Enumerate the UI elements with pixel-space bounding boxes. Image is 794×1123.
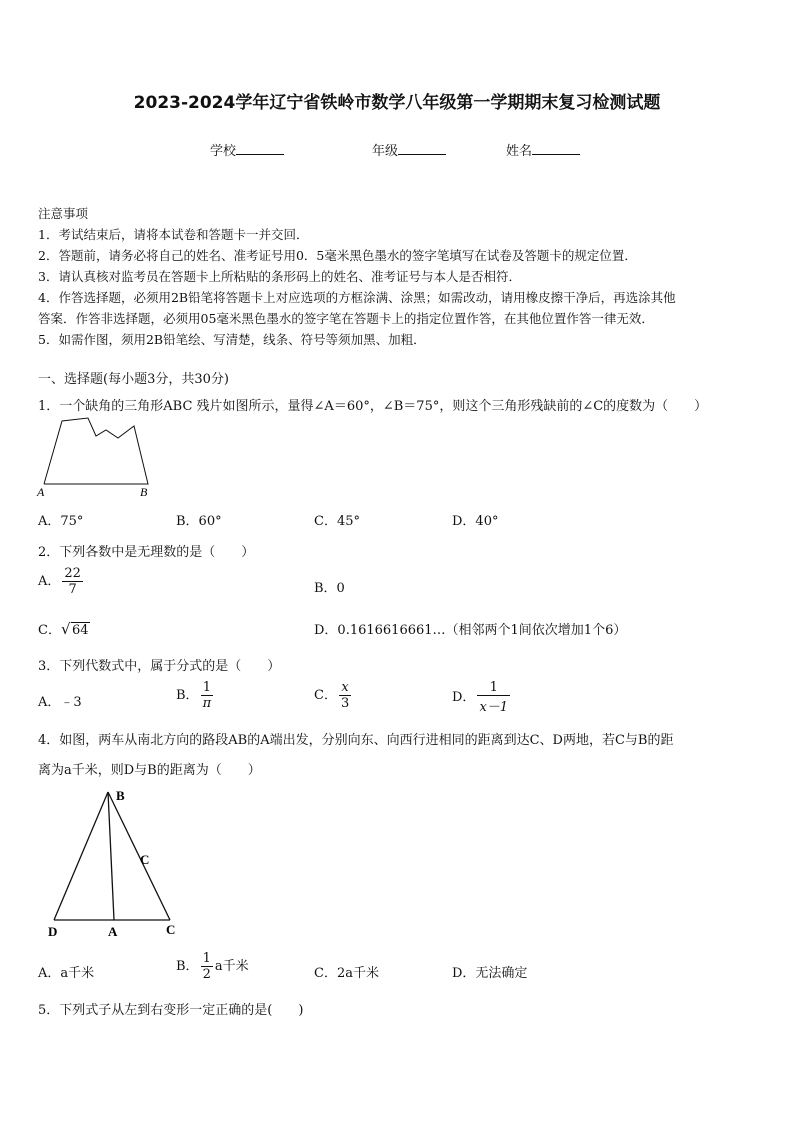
q4-option-c: C．2a千米 [314,966,379,981]
note-item: 4．作答选择题，必须用2B铅笔将答题卡上对应选项的方框涂满、涂黑；如需改动，请用橡皮擦干净后，再选涂其他 [38,290,676,305]
section-heading: 一、选择题(每小题3分，共30分) [38,372,229,387]
q4-option-b-label: B． [176,959,199,974]
q3-option-c-label: C． [314,688,337,703]
q1-option-b: B．60° [176,514,222,529]
q2-option-a-label: A． [38,574,61,589]
question-4-stem-line1: 4．如图，两车从南北方向的路段AB的A端出发，分别向东、向西行进相同的距离到达C、D两地，若C与B的距 [38,733,674,748]
name-field [506,140,580,159]
q1-label-b: B [140,485,148,499]
q4-label-c: C [166,922,176,937]
q3-option-b-fraction [201,680,214,711]
q4-label-c-mid: C [140,852,150,867]
q3-option-c [314,680,353,711]
q2-option-c-label: C． [38,623,61,638]
q2-option-a [38,566,85,597]
question-3-stem: 3．下列代数式中，属于分式的是（ ） [38,659,281,674]
notes-block [38,203,762,350]
name-label: 姓名 [506,144,533,159]
note-item: 2．答题前，请务必将自己的姓名、准考证号用0．5毫米黑色墨水的签字笔填写在试卷及答题卡的规定位置． [38,248,637,263]
q1-option-a: A．75° [38,514,84,529]
q1-option-c: C．45° [314,514,360,529]
q1-figure [36,416,156,500]
grade-field [372,140,446,159]
q3-option-a: A．﹣3 [38,695,82,710]
q4-figure [36,784,196,944]
name-blank [532,142,580,155]
question-5-stem: 5．下列式子从左到右变形一定正确的是( ) [38,1003,304,1018]
q1-option-d: D．40° [452,514,499,529]
q4-segment-bc [108,792,170,920]
q1-label-a: A [37,485,45,499]
q4-option-b [176,951,249,982]
q4-option-d: D．无法确定 [452,966,528,981]
school-label: 学校 [210,144,237,159]
q3-option-b-label: B． [176,688,199,703]
grade-blank [398,142,446,155]
q4-option-b-unit: a千米 [214,959,249,974]
q4-b-numerator: 1 [202,951,211,966]
note-item: 5．如需作图，须用2B铅笔绘、写清楚，线条、符号等须加黑、加粗． [38,332,426,347]
q3-d-denominator: x－1 [477,695,510,715]
q2-option-c-sqrt [60,620,90,638]
q4-label-d: D [48,924,58,939]
q3-option-b [176,680,215,711]
grade-label: 年级 [372,144,399,159]
school-blank [236,142,284,155]
q1-figure-edges [44,418,148,484]
question-1-stem: 1．一个缺角的三角形ABC 残片如图所示，量得∠A＝60°，∠B＝75°，则这个三角形残缺前的∠C的度数为（ ） [38,399,708,414]
q2-a-denominator: 7 [62,581,83,597]
q3-b-denominator: π [202,696,212,711]
q3-d-numerator: 1 [489,680,498,695]
note-item: 1．考试结束后，请将本试卷和答题卡一并交回． [38,227,309,242]
q2-option-d: D．0.1616616661…（相邻两个1间依次增加1个6） [314,623,627,638]
radical-sign-icon: √ [60,620,71,638]
question-2-stem: 2．下列各数中是无理数的是（ ） [38,545,255,560]
q4-segment-bd [54,792,108,920]
q3-option-d-fraction [477,680,510,715]
q4-b-denominator: 2 [202,967,211,982]
q3-c-denominator: 3 [340,696,350,711]
page-title: 2023-2024学年辽宁省铁岭市数学八年级第一学期期末复习检测试题 [133,93,661,113]
q2-option-c [38,619,90,638]
q2-option-b: B．0 [314,581,345,596]
note-item: 答案．作答非选择题，必须用05毫米黑色墨水的签字笔在答题卡上的指定位置作答，在其他位置作答一律无效． [38,311,654,326]
q2-option-a-fraction [62,566,83,597]
q3-option-d-label: D． [452,690,476,705]
question-4-stem-line2: 离为a千米，则D与B的距离为（ ） [38,763,261,778]
q4-label-b: B [116,788,125,803]
q4-option-a: A．a千米 [38,966,95,981]
q3-c-numerator: x [341,680,349,695]
q2-c-radicand: 64 [71,623,89,638]
q4-label-a: A [108,924,118,939]
q3-b-numerator: 1 [202,680,211,695]
q2-a-numerator: 22 [64,566,81,581]
note-item: 3．请认真核对监考员在答题卡上所粘贴的条形码上的姓名、准考证号与本人是否相符． [38,269,521,284]
q4-option-b-fraction [201,951,213,982]
q4-segment-ba [108,792,114,920]
notes-heading: 注意事项 [38,206,89,221]
q3-option-c-fraction [339,680,351,711]
school-field [210,140,284,159]
q3-option-d [452,680,512,715]
